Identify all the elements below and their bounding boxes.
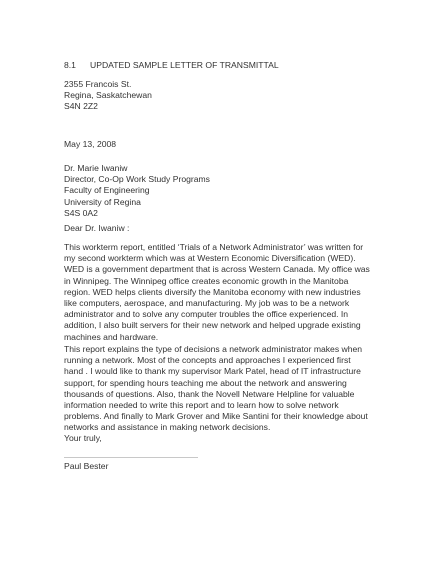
- sender-postal-code: S4N 2Z2: [64, 101, 98, 112]
- paragraph-line: support, for spending hours teaching me about the network and answering: [64, 377, 347, 388]
- recipient-name: Dr. Marie Iwaniw: [64, 163, 128, 173]
- paragraph-line: thousands of questions. Also, thank the Novell Netware Helpline for valuable: [64, 388, 355, 399]
- paragraph-line: WED is a government department that is across Western Canada. My office was: [64, 264, 370, 275]
- salutation-text: Dear Dr. Iwaniw :: [64, 223, 130, 233]
- date-text: May 13, 2008: [64, 139, 117, 149]
- recipient-faculty: Faculty of Engineering: [64, 185, 150, 196]
- recipient-university: University of Regina: [64, 196, 141, 207]
- salutation: [64, 223, 404, 234]
- signature-name: Paul Bester: [64, 461, 109, 471]
- closing-text: Your truly,: [64, 433, 102, 443]
- paragraph-line: problems. And finally to Mark Grover and Mike Santini for their knowledge about: [64, 411, 368, 422]
- signature-line: [64, 457, 198, 458]
- paragraph-line: my second workterm which was at Western Economic Diversification (WED).: [64, 253, 356, 264]
- paragraph-line: This report explains the type of decisions a network administrator makes when: [64, 344, 363, 354]
- sender-city: Regina, Saskatchewan: [64, 90, 152, 101]
- recipient-postal-code: S4S 0A2: [64, 207, 98, 218]
- paragraph-line: in Winnipeg. The Winnipeg office creates economic growth in the Manitoba: [64, 275, 349, 286]
- paragraph-acknowledgements: [64, 344, 404, 434]
- paragraph-line: machines and hardware.: [64, 331, 159, 342]
- paragraph-line: networks and assistance in making network decisions.: [64, 422, 271, 433]
- signature: [64, 461, 404, 472]
- recipient-address: [64, 163, 404, 219]
- section-heading: [64, 60, 279, 71]
- section-title: UPDATED SAMPLE LETTER OF TRANSMITTAL: [90, 60, 279, 70]
- paragraph-line: information needed to write this report and to learn how to solve network: [64, 400, 339, 411]
- closing: [64, 433, 404, 444]
- paragraph-line: hand . I would like to thank my supervisor Mark Patel, head of IT infrastructure: [64, 366, 361, 377]
- section-number: 8.1: [64, 60, 76, 70]
- recipient-title: Director, Co-Op Work Study Programs: [64, 174, 210, 185]
- letter-date: [64, 139, 404, 150]
- paragraph-line: This workterm report, entitled ‘Trials of a Network Administrator’ was written for: [64, 242, 364, 252]
- paragraph-line: running a network. Most of the concepts and approaches I experienced first: [64, 355, 351, 366]
- paragraph-line: region. WED helps clients diversify the Manitoba economy with new industries: [64, 286, 361, 297]
- sender-address: [64, 79, 404, 113]
- paragraph-line: administrator and to solve any computer troubles the office experienced. In: [64, 309, 349, 320]
- paragraph-intro: [64, 242, 404, 343]
- paragraph-line: addition, I also built servers for their new network and helped upgrade existing: [64, 320, 361, 331]
- paragraph-line: like computers, aerospace, and manufacturing. My job was to be a network: [64, 298, 350, 309]
- sender-street: 2355 Francois St.: [64, 79, 132, 89]
